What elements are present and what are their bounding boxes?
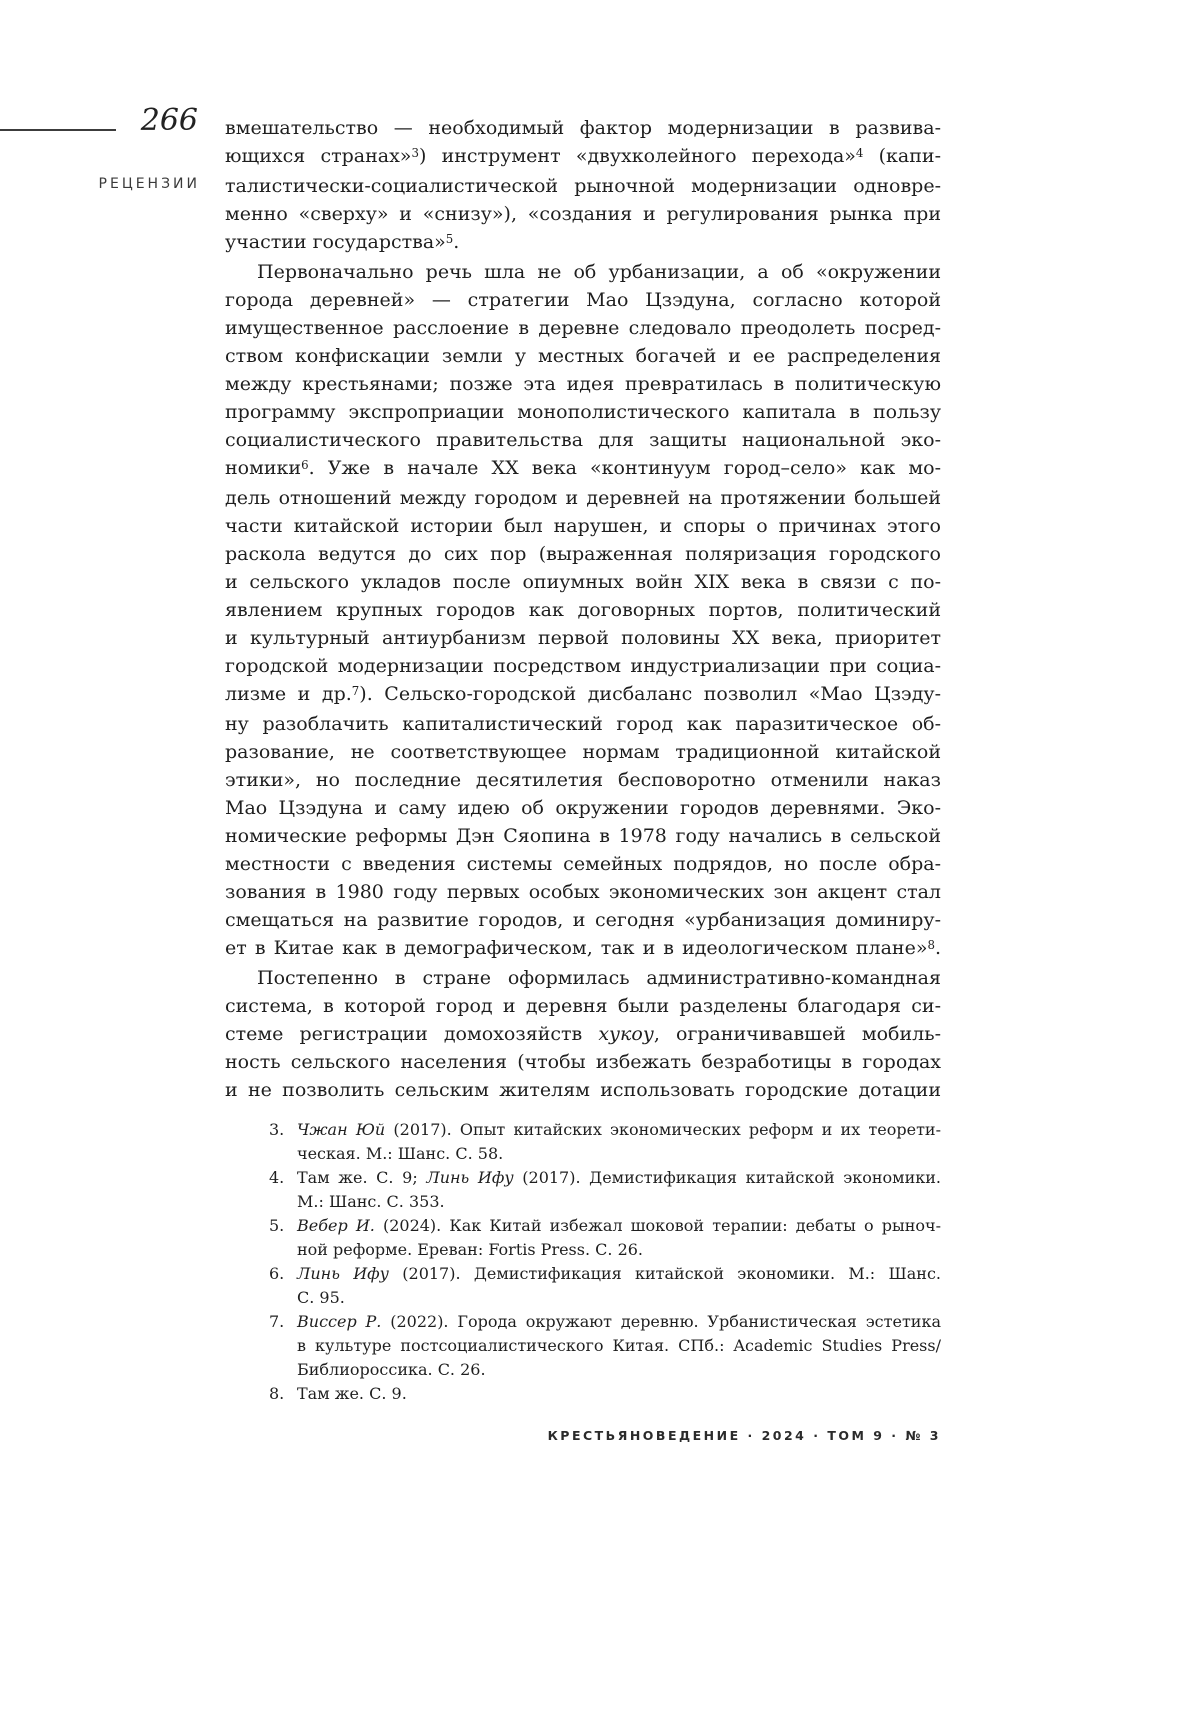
footnote-line [297,1190,941,1214]
footnote-line [297,1358,941,1382]
text-line [225,1020,941,1048]
text-segment: ческая. М.: Шанс. С. 58. [297,1144,504,1163]
footnote-ref: 5 [445,231,454,246]
text-segment: между крестьянами; позже эта идея превратилась в политическую [225,373,941,395]
text-line [225,850,941,878]
page-footer: КРЕСТЬЯНОВЕДЕНИЕ · 2024 · ТОМ 9 · № 3 [547,1428,941,1443]
text-segment: (капи- [863,145,942,167]
text-segment: талистически-социалистической рыночной модернизации одновре- [225,175,941,197]
footnote-ref: 6 [301,457,309,472]
text-segment: ) инструмент «двухколейного перехода» [418,145,856,167]
footnote-line [297,1286,941,1310]
text-segment: номики [225,457,302,479]
text-segment: этики», но последние десятилетия бесповоротно отменили наказ [225,769,941,791]
text-line [225,766,941,794]
text-segment: программу экспроприации монополистического капитала в пользу [225,401,941,423]
text-line [225,596,941,624]
text-segment: (2017). Опыт китайских экономических реформ и их теорети- [385,1120,941,1139]
text-segment: в культуре постсоциалистического Китая. СПб.: Academic Studies Press/ [297,1336,941,1355]
text-segment: (2022). Города окружают деревню. Урбанистическая эстетика [381,1312,941,1331]
text-segment: Библиороссика. С. 26. [297,1360,486,1379]
text-segment: и не позволить сельским жителям использовать городские дотации [225,1079,941,1101]
footnote-number: 7. [269,1312,285,1331]
text-segment: вмешательство — необходимый фактор модернизации в развива- [225,117,941,139]
italic-text: Вебер И. [297,1216,375,1235]
text-segment: ющихся странах» [225,145,412,167]
text-line [225,314,941,342]
footnote-item [225,1118,941,1166]
text-segment: Первоначально речь шла не об урбанизации, а об «окружении [257,261,941,283]
text-line [225,878,941,906]
text-segment: города деревней» — стратегии Мао Цзэдуна, согласно которой [225,289,941,311]
footnote-item [225,1214,941,1262]
text-line [225,822,941,850]
text-segment: , ограничивавшей мобиль- [653,1023,941,1045]
text-segment: ет в Китае как в демографическом, так и в идеологическом плане» [225,937,928,959]
text-segment: и культурный антиурбанизм первой половины XX века, приоритет [225,627,941,649]
text-segment: менно «сверху» и «снизу»), «создания и регулирования рынка при [225,203,941,225]
text-segment: раскола ведутся до сих пор (выраженная поляризация городского [225,543,941,565]
footnote-line [297,1310,941,1334]
text-segment: ность сельского населения (чтобы избежать безработицы в городах [225,1051,941,1073]
text-line [225,426,941,454]
text-segment: социалистического правительства для защиты национальной эко- [225,429,941,451]
text-line [225,484,941,512]
text-segment: Там же. С. 9; [297,1168,427,1187]
text-line [225,934,941,964]
footnote-item [225,1166,941,1214]
text-segment: . [934,937,941,959]
text-line [225,398,941,426]
text-line [225,342,941,370]
text-segment: городской модернизации посредством индустриализации при социа- [225,655,941,677]
text-line [225,794,941,822]
text-segment: имущественное расслоение в деревне следовало преодолеть посред- [225,317,941,339]
text-line [225,624,941,652]
text-line [225,906,941,934]
footnote-number: 8. [269,1384,285,1403]
text-segment: части китайской истории был нарушен, и споры о причинах этого [225,515,941,537]
text-line [225,540,941,568]
text-line [225,680,941,710]
text-segment: Мао Цзэдуна и саму идею об окружении городов деревнями. Эко- [225,797,941,819]
text-segment: (2017). Демистификация китайской экономики. [513,1168,942,1187]
text-segment: ). Сельско-городской дисбаланс позволил «Мао Цзэду- [359,683,941,705]
text-line [225,114,941,142]
text-line [225,738,941,766]
text-segment: ну разоблачить капиталистический город как паразитическое об- [225,713,941,735]
text-segment: ством конфискации земли у местных богачей и ее распределения [225,345,941,367]
text-line [225,286,941,314]
text-segment: и сельского укладов после опиумных войн XIX века в связи с по- [225,571,941,593]
footnote-ref: 3 [411,145,419,160]
italic-text: Виссер Р. [297,1312,382,1331]
text-line [225,370,941,398]
footnote-ref: 8 [927,937,935,952]
footnote-line [297,1166,941,1190]
text-segment: Постепенно в стране оформилась административно-командная [257,967,941,989]
italic-text: Линь Ифу [297,1264,389,1283]
paragraph [225,258,941,964]
text-segment: зования в 1980 году первых особых экономических зон акцент стал [225,881,941,903]
italic-text: Чжан Юй [297,1120,386,1139]
text-segment: участии государства» [225,231,446,253]
text-segment: (2024). Как Китай избежал шоковой терапии: дебаты о рыноч- [374,1216,941,1235]
text-line [225,172,941,200]
text-segment: М.: Шанс. С. 353. [297,1192,445,1211]
section-label: РЕЦЕНЗИИ [98,176,200,192]
paragraph [225,964,941,1104]
footnote-item [225,1310,941,1382]
text-segment: система, в которой город и деревня были разделены благодаря си- [225,995,941,1017]
italic-text: Линь Ифу [426,1168,514,1187]
text-segment: смещаться на развитие городов, и сегодня «урбанизация доминиру- [225,909,941,931]
text-line [225,992,941,1020]
paragraph [225,114,941,258]
text-segment: дель отношений между городом и деревней на протяжении большей [225,487,941,509]
text-segment: Там же. С. 9. [297,1384,407,1403]
footnote-number: 3. [269,1120,285,1139]
footnote-ref: 4 [855,145,864,160]
text-line [225,964,941,992]
text-line [225,454,941,484]
text-segment: разование, не соответствующее нормам традиционной китайской [225,741,941,763]
text-segment: ной реформе. Ереван: Fortis Press. С. 26. [297,1240,644,1259]
text-line [225,1048,941,1076]
footnote-line [297,1238,941,1262]
text-segment: стеме регистрации домохозяйств [225,1023,599,1045]
main-text-column [225,114,941,1104]
footnote-line [297,1334,941,1358]
text-segment: . [453,231,460,253]
text-segment: С. 95. [297,1288,345,1307]
text-line [225,228,941,258]
footnote-line [297,1262,941,1286]
text-segment: лизме и др. [225,683,352,705]
page-number: 266 [140,103,198,138]
footnote-item [225,1382,941,1406]
footnote-number: 6. [269,1264,285,1283]
italic-text: хукоу [598,1023,654,1045]
footnote-line [297,1118,941,1142]
footnote-number: 5. [269,1216,285,1235]
footnote-ref: 7 [351,683,360,698]
text-line [225,200,941,228]
footnote-line [297,1382,941,1406]
text-segment: явлением крупных городов как договорных портов, политический [225,599,941,621]
footnote-line [297,1214,941,1238]
footnotes-list [225,1118,941,1406]
text-line [225,512,941,540]
text-segment: . Уже в начале XX века «континуум город–село» как мо- [308,457,941,479]
text-segment: номические реформы Дэн Сяопина в 1978 году начались в сельской [225,825,941,847]
text-line [225,710,941,738]
text-segment: (2017). Демистификация китайской экономики. М.: Шанс. [388,1264,942,1283]
footnote-number: 4. [269,1168,285,1187]
text-segment: местности с введения системы семейных подрядов, но после обра- [225,853,941,875]
footnote-item [225,1262,941,1310]
text-line [225,568,941,596]
text-line [225,142,941,172]
footnote-line [297,1142,941,1166]
text-line [225,652,941,680]
text-line [225,1076,941,1104]
text-line [225,258,941,286]
